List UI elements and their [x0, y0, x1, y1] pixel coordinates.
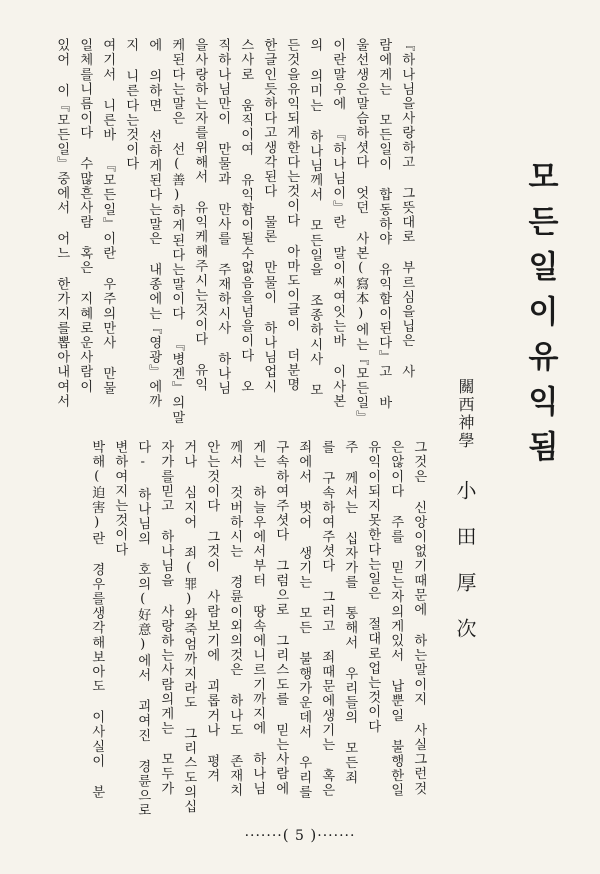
text-column: 박해(迫害)란 경우를생각해보아도 이사실이 분: [89, 440, 105, 800]
text-column: 여기서 니른바 『모든일』이란 우주의만사 만물: [100, 38, 116, 396]
text-column: 든것을유익되게한다는것이다 아마도이글이 더분명: [284, 38, 300, 392]
text-column: 스사로 움직이여 유익함이될수없음을넘을이다 오: [238, 38, 254, 394]
author-affiliation: 關西神學: [456, 378, 475, 450]
text-column: 를 구속하여주셧다 그러고 죄때문에생기는 혹은: [319, 440, 335, 798]
text-column: 구속하여주셧다 그럼으로 그리스도를 믿는사람에: [273, 440, 289, 796]
text-column: 주 께서는 십자가를 통해서 우리들의 모든죄: [342, 440, 358, 785]
text-column: 유익이되지못한다는일은 절대로업는것이다: [365, 440, 381, 734]
text-column: 거나 심지어 죄(罪)와죽엄까지라도 그리스도의십: [181, 440, 197, 814]
text-column: 안는것이다 그것이 사람보기에 괴롭거나 평겨: [204, 440, 220, 783]
text-column: 자가를믿고 하나님을 사랑하는사람의게는 모두가: [158, 440, 174, 796]
page-number-footer: [0, 826, 600, 844]
text-column: 울선생은말슴하셧다 엇던 사본(寫本)에는『모든일』: [353, 38, 369, 425]
author-name: 小田厚次: [453, 480, 477, 664]
text-column: 변하여지는것이다: [112, 440, 128, 557]
page-number-dots-left: ·······: [244, 828, 283, 844]
text-column: 케된다는말은 선(善)하게된다는말이다 『병겐』의말: [169, 38, 185, 425]
page-number-close: ): [310, 826, 318, 844]
text-column: 일체를니름이다 수많흔사람 혹은 지혜로운사람이: [77, 38, 93, 394]
text-column: 에 의하면 선하게된다는말은 내종에는『영광』에까: [146, 38, 162, 409]
text-column: 다- 하나님의 호의(好意)에서 괴여진 경륜으로: [135, 440, 151, 818]
article-title: 모든일이유익됨: [522, 160, 558, 475]
text-column: 을사랑하는자를위해서 유익케해주시는것이다 유익: [192, 38, 208, 392]
text-column: 한글인듯하다고생각된다 물론 만물이 하나님업시: [261, 38, 277, 394]
text-column: 있어 이『모든일』중에서 어느 한가지를뽑아내여서: [54, 38, 70, 409]
text-column: 그것은 신앙이없기때문에 하는말이지 사실그런것: [411, 440, 427, 796]
text-column: 의 의미는 하나님께서 모든일을 조종하시사 모: [307, 38, 323, 398]
text-column: 죄에서 벗어 생기는 모든 불행가운데서 우리를: [296, 440, 312, 800]
text-column: 직하나님만이 만물과 만사를 주재하시사 하나님: [215, 38, 231, 396]
text-column: 이란말우에 『하나님이』란 말이씨여잇는바 이사본: [330, 38, 346, 409]
text-column: 지 니른다는것이다: [123, 38, 139, 172]
text-column: 께서 것버하시는 경륜이외의것은 하나도 존재치: [227, 440, 243, 798]
text-column: 은않이다 주를 믿는자의게있서 납뿐일 불행한일: [388, 440, 404, 798]
text-column: 람에게는 모든일이 합동하야 유익함이된다』고 바: [376, 38, 392, 411]
page-number: 5: [295, 828, 305, 844]
page-number-dots-right: ·······: [317, 828, 356, 844]
text-column: 게는 하늘우에서부터 땅속에니르기까지에 하나님: [250, 440, 266, 796]
page-number-open: (: [282, 826, 290, 844]
text-column: 『하나님을사랑하고 그뜻대로 부르심을닙은 사: [399, 38, 415, 380]
